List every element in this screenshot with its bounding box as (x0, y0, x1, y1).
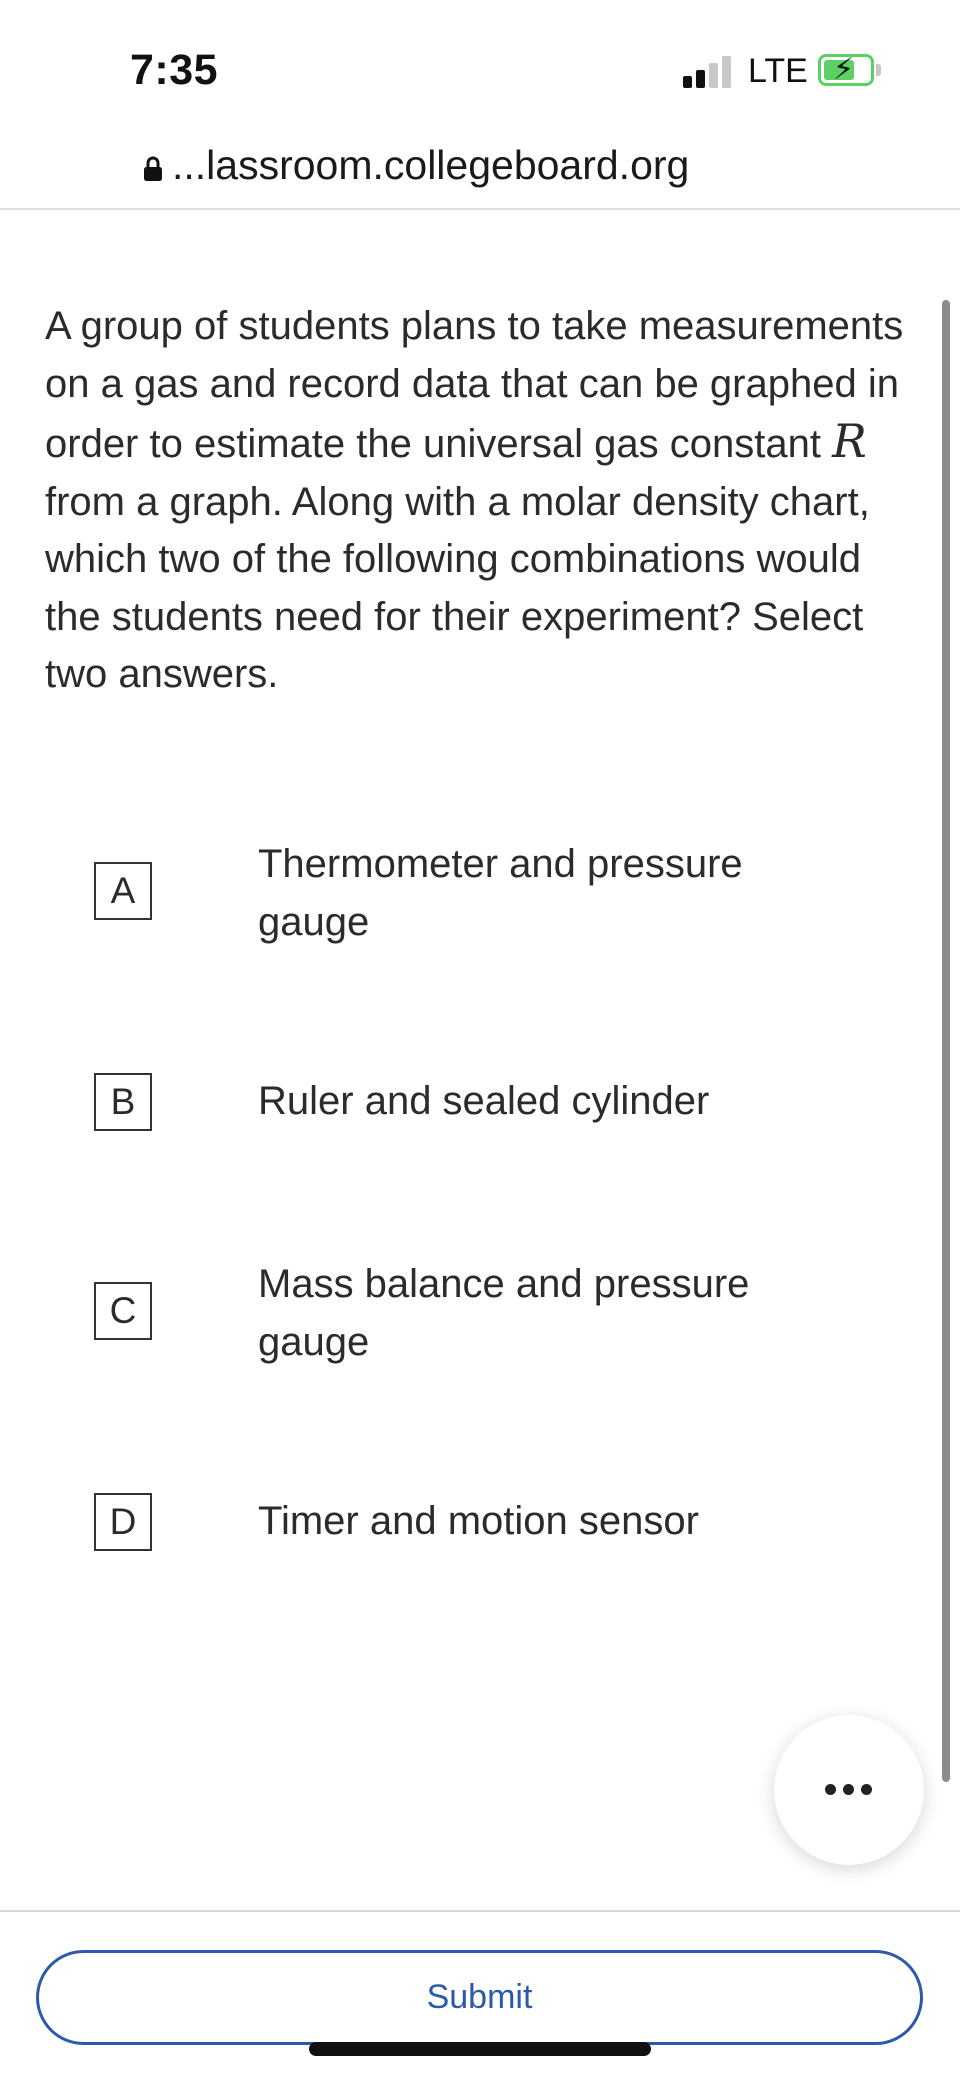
question-text-after: from a graph. Along with a molar density chart, which two of the following combinations would the students need for their experiment? Select two answers. (45, 479, 870, 696)
question-text-before: A group of students plans to take measurements on a gas and record data that can be graphed in order to estimate the universal gas constant (45, 304, 904, 466)
option-text-d[interactable]: Timer and motion sensor (258, 1499, 699, 1543)
status-time: 7:35 (130, 46, 219, 94)
option-letter-a[interactable]: A (94, 862, 152, 920)
battery-cap (876, 64, 881, 76)
option-letter-b[interactable]: B (94, 1073, 152, 1131)
answer-option-a[interactable] (0, 836, 920, 956)
option-letter-c[interactable]: C (94, 1282, 152, 1340)
option-text-b[interactable]: Ruler and sealed cylinder (258, 1079, 710, 1123)
scrollbar-thumb[interactable] (942, 300, 950, 1782)
network-type: LTE (748, 52, 808, 90)
more-options-button[interactable] (774, 1715, 924, 1865)
status-bar (0, 0, 960, 120)
battery-charging-icon: ⚡ (818, 54, 874, 86)
url-text[interactable]: ...lassroom.collegeboard.org (172, 142, 690, 188)
browser-address-bar[interactable] (0, 120, 960, 210)
option-text-c[interactable]: Mass balance and pressure gauge (258, 1262, 750, 1364)
option-letter-d[interactable]: D (94, 1493, 152, 1551)
home-indicator[interactable] (309, 2042, 651, 2056)
lock-icon (143, 156, 163, 182)
bottom-action-bar (0, 1910, 960, 2079)
answer-option-b[interactable] (0, 1073, 920, 1143)
cellular-signal-icon (683, 56, 733, 88)
submit-button[interactable]: Submit (36, 1950, 923, 2045)
question-text (45, 298, 915, 704)
gas-constant-variable: R (832, 414, 867, 468)
answer-option-c[interactable] (0, 1256, 920, 1376)
option-text-a[interactable]: Thermometer and pressure gauge (258, 842, 743, 944)
answer-option-d[interactable] (0, 1493, 920, 1563)
